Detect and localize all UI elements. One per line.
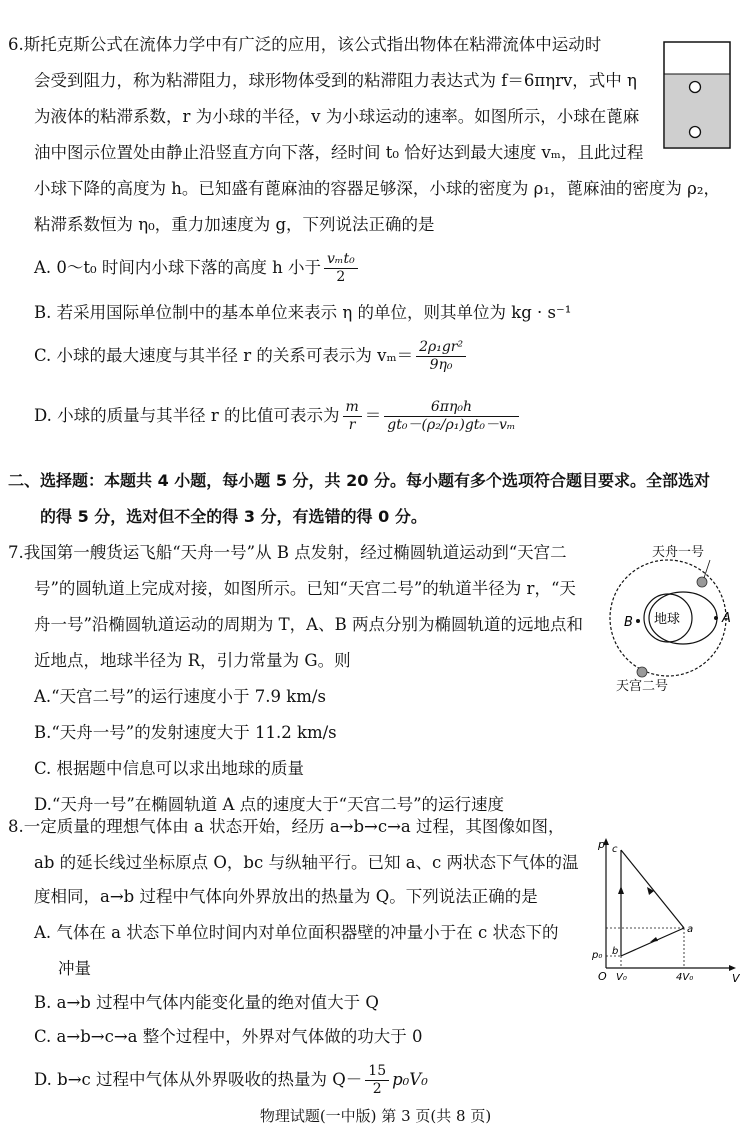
q6-option-d-lhs-num: m	[343, 399, 362, 417]
q6-line-3: 为液体的粘滞系数，r 为小球的半径，v 为小球运动的速率。如图所示，小球在蓖麻	[34, 107, 640, 126]
q6-line-6: 粘滞系数恒为 η₀，重力加速度为 g，下列说法正确的是	[34, 215, 435, 234]
q6-option-a-den: 2	[336, 269, 346, 285]
q8-option-d-num: 15	[365, 1063, 389, 1081]
origin-label: O	[598, 970, 607, 983]
tiangong-label: 天宫二号	[616, 679, 669, 694]
point-a-dot	[714, 616, 718, 620]
q6-option-d-num: 6πη₀h	[384, 399, 518, 417]
q6-option-b: B. 若采用国际单位制中的基本单位来表示 η 的单位，则其单位为 kg · s⁻¹	[34, 303, 572, 322]
point-a-label: A	[722, 611, 731, 626]
q6-line-2: 会受到阻力，称为粘滞阻力，球形物体受到的粘滞阻力表达式为 f＝6πηrv，式中 η	[34, 71, 637, 90]
q6-option-a	[34, 250, 361, 286]
q7-line-3: 舟一号”沿椭圆轨道运动的周期为 T，A、B 两点分别为椭圆轨道的远地点和	[34, 615, 583, 634]
q8-option-d-text: D. b→c 过程中气体从外界吸收的热量为 Q－	[34, 1070, 363, 1089]
q8-line-3: 度相同，a→b 过程中气体向外界放出的热量为 Q。下列说法正确的是	[34, 887, 538, 906]
p0-label: p₀	[592, 950, 603, 961]
q6-container-figure	[662, 40, 734, 152]
q7-line-1: 7.我国第一艘货运飞船“天舟一号”从 B 点发射，经过椭圆轨道运动到“天宫二	[8, 543, 567, 562]
q7-option-c: C. 根据题中信息可以求出地球的质量	[34, 759, 305, 778]
v0-label: V₀	[616, 972, 627, 983]
q8-option-d-post: p₀V₀	[392, 1070, 428, 1089]
earth-label: 地球	[654, 612, 681, 627]
q6-option-c-den: 9η₀	[429, 357, 453, 373]
q6-option-d-lhs-den: r	[348, 417, 356, 433]
q6-option-a-num: vₘt₀	[324, 251, 358, 269]
q6-option-d	[34, 392, 522, 440]
q8-line-2: ab 的延长线过坐标原点 O，bc 与纵轴平行。已知 a、c 两状态下气体的温	[34, 853, 579, 872]
q6-option-d-den: gt₀－(ρ₂/ρ₁)gt₀－vₘ	[387, 417, 516, 433]
q7-option-d: D.“天舟一号”在椭圆轨道 A 点的速度大于“天宫二号”的运行速度	[34, 795, 505, 814]
q7-line-2: 号”的圆轨道上完成对接，如图所示。已知“天宫二号”的轨道半径为 r，“天	[34, 579, 576, 598]
q6-option-c-num: 2ρ₁gr²	[416, 339, 466, 357]
q6-option-d-eq: ＝	[364, 406, 382, 425]
axis-v-label: V	[732, 972, 740, 984]
q8-option-a-line-1: A. 气体在 a 状态下单位时间内对单位面积器壁的冲量小于在 c 状态下的	[34, 923, 559, 942]
q6-option-c-text: C. 小球的最大速度与其半径 r 的关系可表示为 vₘ＝	[34, 346, 414, 365]
q6-line-4: 油中图示位置处由静止沿竖直方向下落，经时间 t₀ 恰好达到最大速度 vₘ，且此过程	[34, 143, 644, 162]
state-b-label: b	[612, 946, 619, 957]
q6-option-c-frac	[416, 339, 466, 374]
q7-option-b: B.“天舟一号”的发射速度大于 11.2 km/s	[34, 723, 337, 742]
section-2-heading-line-1: 二、选择题：本题共 4 小题，每小题 5 分，共 20 分。每小题有多个选项符合题目要求。全部选对	[8, 471, 710, 490]
q7-option-a: A.“天宫二号”的运行速度小于 7.9 km/s	[34, 687, 326, 706]
axis-p-label: p	[598, 838, 605, 851]
point-b-dot	[636, 619, 640, 623]
q7-orbit-figure	[604, 538, 748, 698]
tianzhou-dot	[697, 577, 707, 587]
q6-option-d-lhs	[343, 399, 362, 434]
section-2-heading-line-2: 的得 5 分，选对但不全的得 3 分，有选错的得 0 分。	[40, 507, 427, 526]
q8-option-d	[34, 1062, 428, 1098]
q6-option-a-text: A. 0～t₀ 时间内小球下落的高度 h 小于	[34, 258, 322, 277]
q6-option-c	[34, 336, 469, 376]
q6-line-1: 6.斯托克斯公式在流体力学中有广泛的应用，该公式指出物体在粘滞流体中运动时	[8, 35, 602, 54]
page-footer: 物理试题(一中版) 第 3 页(共 8 页)	[259, 1107, 492, 1125]
q8-pv-figure	[590, 836, 740, 984]
q8-line-1: 8.一定质量的理想气体由 a 状态开始，经历 a→b→c→a 过程，其图像如图，	[8, 817, 565, 836]
q6-option-a-frac	[324, 251, 358, 286]
q8-option-a-line-2: 冲量	[58, 959, 91, 978]
point-b-label: B	[624, 615, 633, 630]
tiangong-dot	[637, 667, 647, 677]
q8-option-d-den: 2	[372, 1081, 382, 1097]
q8-option-b: B. a→b 过程中气体内能变化量的绝对值大于 Q	[34, 993, 379, 1012]
state-a-label: a	[687, 924, 694, 935]
q8-option-d-frac	[365, 1063, 389, 1098]
q6-option-d-rhs	[384, 399, 518, 434]
q6-line-5: 小球下降的高度为 h。已知盛有蓖麻油的容器足够深，小球的密度为 ρ₁，蓖麻油的密度为 ρ₂，	[34, 179, 720, 198]
tianzhou-label: 天舟一号	[652, 545, 705, 560]
4v0-label: 4V₀	[676, 972, 694, 983]
q7-line-4: 近地点，地球半径为 R，引力常量为 G。则	[34, 651, 351, 670]
state-c-label: c	[612, 844, 618, 855]
q6-option-d-text: D. 小球的质量与其半径 r 的比值可表示为	[34, 406, 340, 425]
q8-option-c: C. a→b→c→a 整个过程中，外界对气体做的功大于 0	[34, 1027, 423, 1046]
